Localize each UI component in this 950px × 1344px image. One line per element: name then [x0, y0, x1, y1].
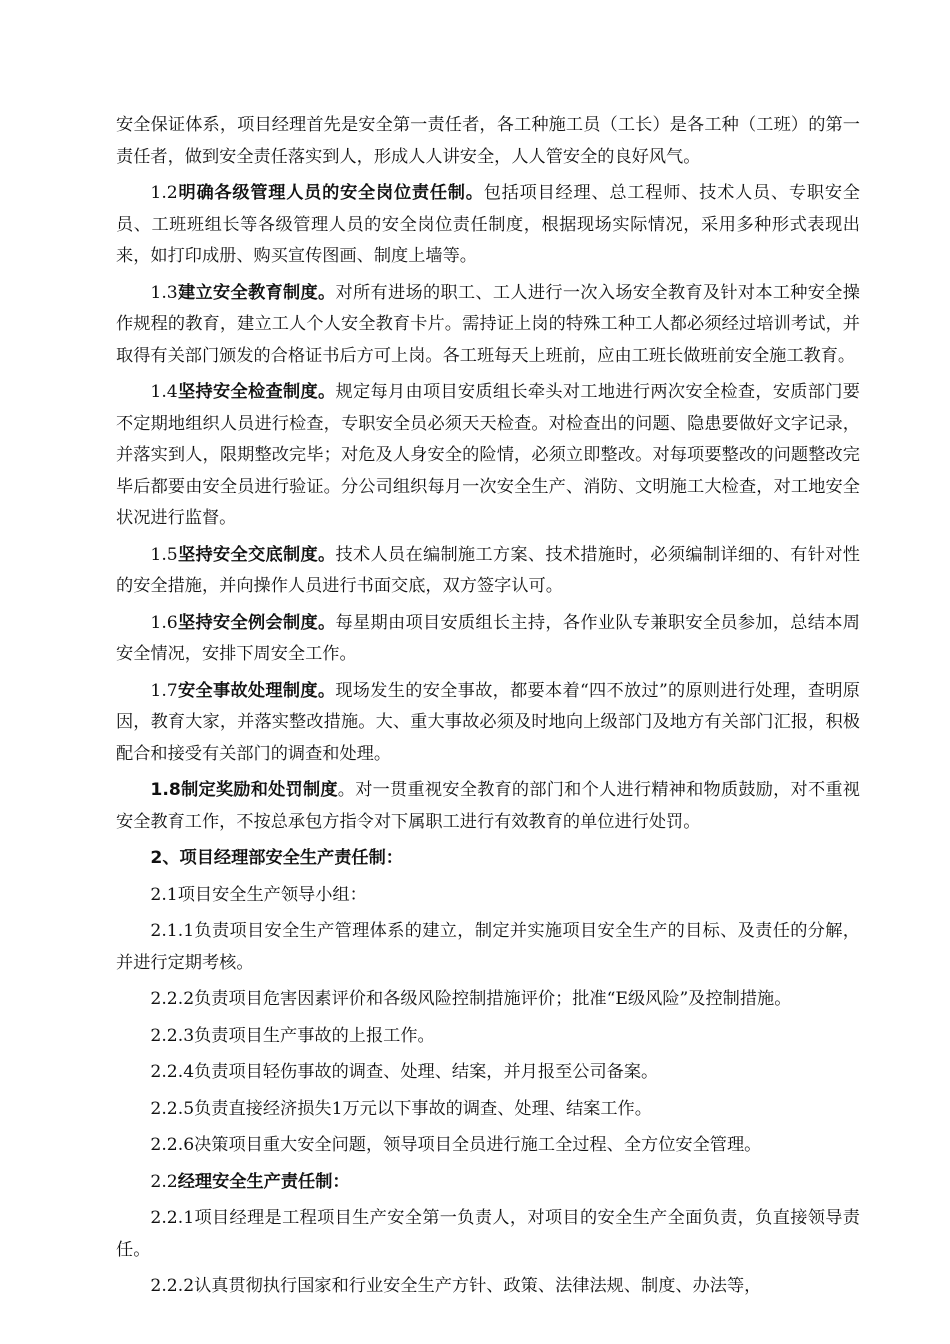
paragraph-text: 每星期由项目安质组长主持，各作业队专兼职安全员参加，总结本周安全情况，安排下周安全工作。: [116, 612, 860, 664]
section-number: 1.6: [150, 612, 178, 633]
paragraph-1-4: [116, 377, 860, 535]
section-number: 1.3: [150, 282, 178, 303]
paragraph-text: 2.2.2负责项目危害因素评价和各级风险控制措施评价；批准“E级风险”及控制措施。: [150, 989, 792, 1009]
paragraph-text: 包括项目经理、总工程师、技术人员、专职安全员、工班班组长等各级管理人员的安全岗位责任制度，根据现场实际情况，采用多种形式表现出来，如打印成册、购买宣传图画、制度上墙等。: [116, 183, 860, 266]
paragraph-2-2-2-manager: [116, 1271, 860, 1303]
paragraph-2-1: [116, 880, 860, 912]
paragraph-2-2-1-manager: [116, 1203, 860, 1266]
paragraph-2-2-5: [116, 1094, 860, 1126]
paragraph-text: 2.2.3负责项目生产事故的上报工作。: [150, 1025, 435, 1046]
paragraph-1-8: [116, 775, 860, 838]
paragraph-1-2: [116, 178, 860, 273]
section-number: 1.2: [150, 183, 178, 203]
paragraph-2-2-6: [116, 1130, 860, 1162]
paragraph-text: 2.1项目安全生产领导小组：: [150, 884, 367, 905]
section-heading: 坚持安全例会制度。: [177, 612, 336, 633]
section-heading: 1.8制定奖励和处罚制度: [150, 780, 338, 800]
section-heading: 2、项目经理部安全生产责任制：: [150, 848, 403, 868]
paragraph-text: 现场发生的安全事故，都要本着“四不放过”的原则进行处理，查明原因，教育大家，并落实整改措施。大、重大事故必须及时地向上级部门及地方有关部门汇报，积极配合和接受有关部门的调查和处理。: [116, 680, 860, 764]
paragraph-text: 2.2.5负责直接经济损失1万元以下事故的调查、处理、结案工作。: [150, 1098, 652, 1119]
paragraph-text: 2.2.1项目经理是工程项目生产安全第一负责人，对项目的安全生产全面负责，负直接领导责任。: [116, 1208, 860, 1260]
heading-2: [116, 843, 860, 875]
paragraph-safety-system: [116, 110, 860, 173]
paragraph-text: 2.2.2认真贯彻执行国家和行业安全生产方针、政策、法律法规、制度、办法等，: [150, 1276, 762, 1296]
section-number: 1.5: [150, 544, 178, 565]
paragraph-text: 2.2.6决策项目重大安全问题，领导项目全员进行施工全过程、全方位安全管理。: [150, 1135, 762, 1155]
section-heading: 建立安全教育制度。: [177, 282, 336, 303]
paragraph-2-2-2-risk: [116, 984, 860, 1016]
paragraph-1-7: [116, 676, 860, 771]
paragraph-text: 2.2.4负责项目轻伤事故的调查、处理、结案，并月报至公司备案。: [150, 1062, 659, 1082]
paragraph-text: 对所有进场的职工、工人进行一次入场安全教育及针对本工种安全操作规程的教育，建立工人个人安全教育卡片。需持证上岗的特殊工种工人都必须经过培训考试，并取得有关部门颁发的合格证书后方可上岗。各工班每天上班前，应由工班长做班前安全施工教育。: [116, 282, 860, 366]
section-number: 1.7: [150, 680, 178, 701]
section-number: 2.2: [150, 1171, 178, 1192]
document-body: [116, 110, 860, 1308]
paragraph-text: 2.1.1负责项目安全生产管理体系的建立，制定并实施项目安全生产的目标、及责任的分解，并进行定期考核。: [116, 921, 860, 973]
paragraph-2-2-3: [116, 1021, 860, 1053]
paragraph-text: 。对一贯重视安全教育的部门和个人进行精神和物质鼓励，对不重视安全教育工作，不按总承包方指令对下属职工进行有效教育的单位进行处罚。: [116, 780, 860, 832]
section-heading: 坚持安全检查制度。: [177, 382, 336, 402]
paragraph-text: 安全保证体系，项目经理首先是安全第一责任者，各工种施工员（工长）是各工种（工班）的第一责任者，做到安全责任落实到人，形成人人讲安全，人人管安全的良好风气。: [116, 115, 860, 167]
paragraph-text: 技术人员在编制施工方案、技术措施时，必须编制详细的、有针对性的安全措施，并向操作人员进行书面交底，双方签字认可。: [116, 544, 860, 596]
section-heading: 明确各级管理人员的安全岗位责任制。: [177, 183, 484, 203]
paragraph-2-2-4: [116, 1057, 860, 1089]
section-heading: 安全事故处理制度。: [177, 680, 336, 701]
section-heading: 经理安全生产责任制：: [177, 1171, 350, 1192]
paragraph-text: 规定每月由项目安质组长牵头对工地进行两次安全检查，安质部门要不定期地组织人员进行检查，专职安全员必须天天检查。对检查出的问题、隐患要做好文字记录，并落实到人，限期整改完毕；对危及人身安全的险情，必须立即整改。对每项要整改的问题整改完毕后都要由安全员进行验证。分公司组织每月一次安全生产、消防、文明施工大检查，对工地安全状况进行监督。: [116, 382, 860, 528]
section-number: 1.4: [150, 382, 178, 402]
section-heading: 坚持安全交底制度。: [177, 544, 336, 565]
paragraph-1-3: [116, 278, 860, 373]
paragraph-1-6: [116, 608, 860, 671]
paragraph-2-1-1: [116, 916, 860, 979]
paragraph-1-5: [116, 540, 860, 603]
heading-2-2: [116, 1167, 860, 1199]
